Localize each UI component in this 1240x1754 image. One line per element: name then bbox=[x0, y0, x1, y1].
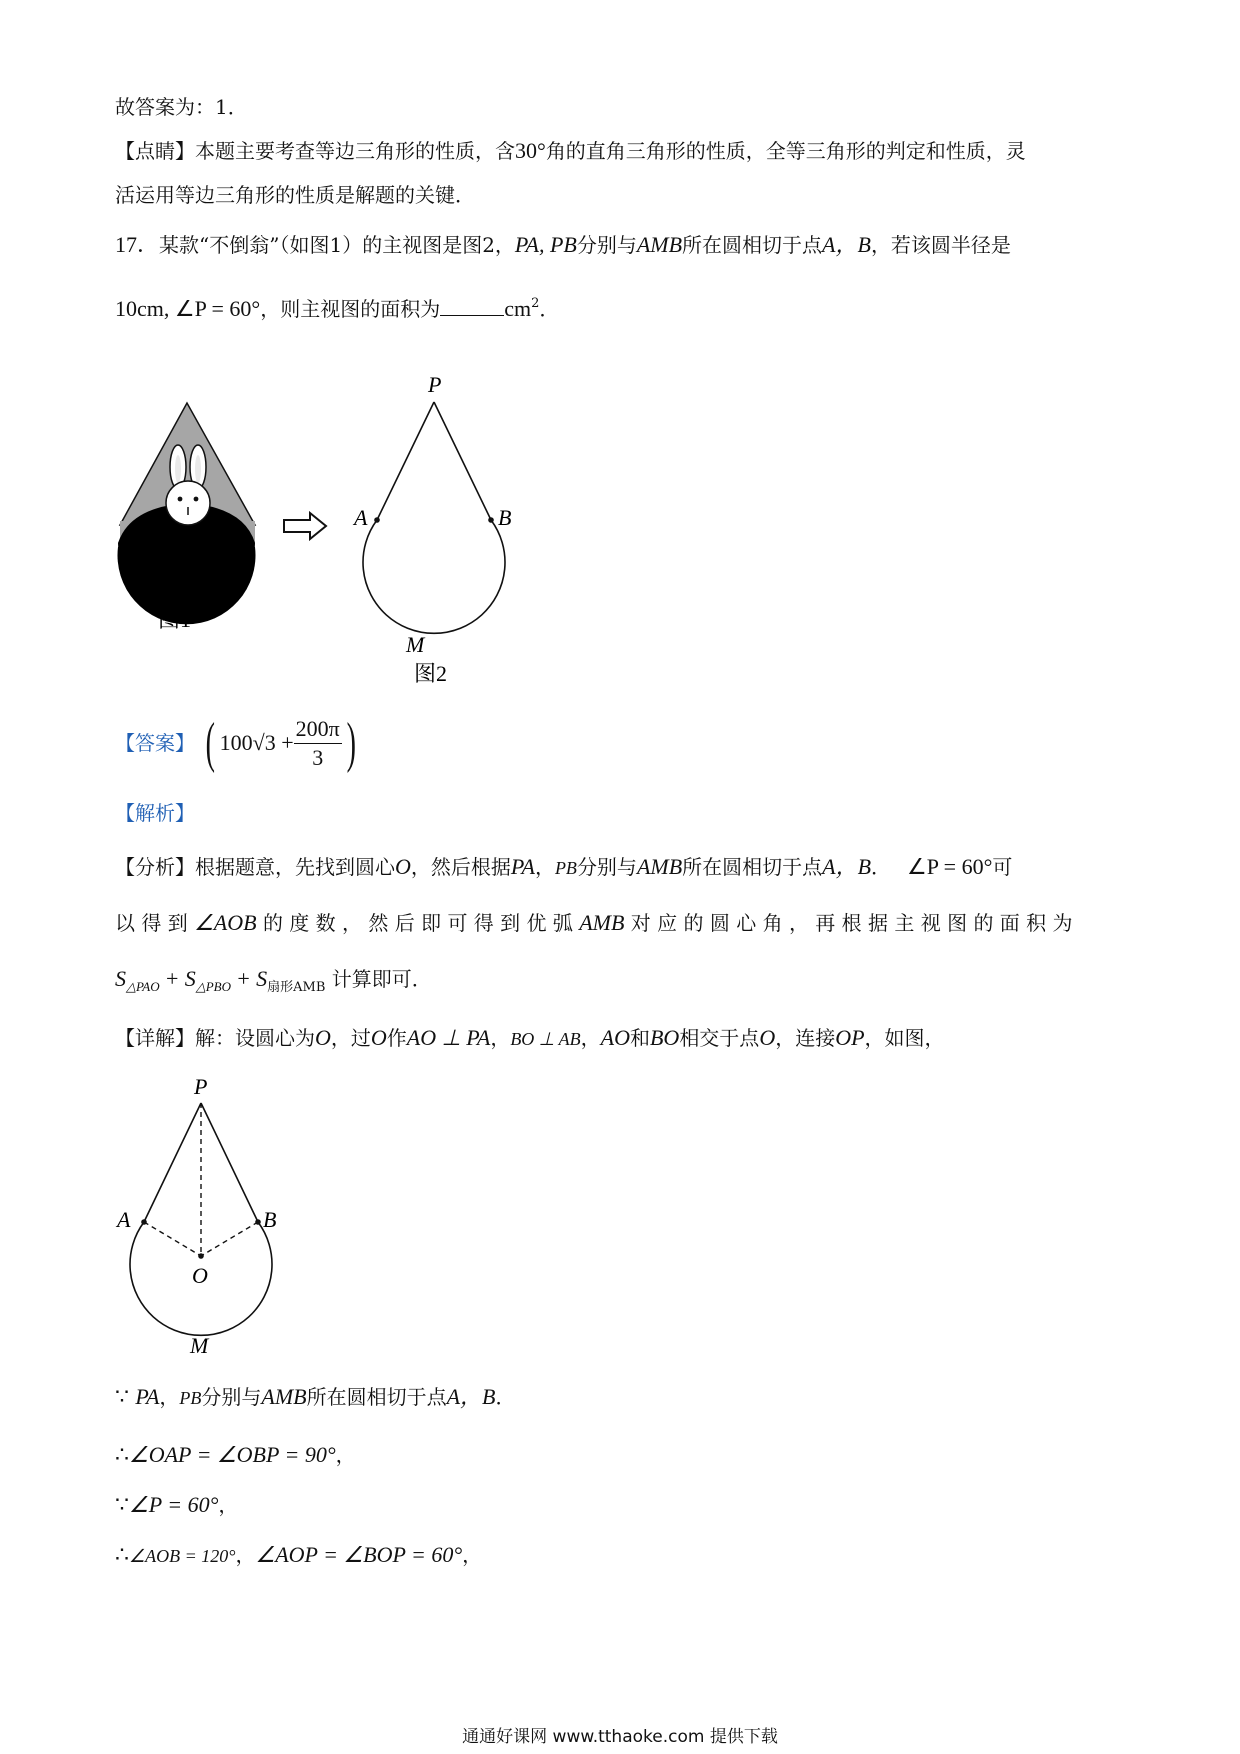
q17-text-5: ，则主视图的面积为 bbox=[260, 297, 441, 321]
step-text: ， bbox=[235, 1543, 256, 1567]
step-text: ， bbox=[218, 1493, 239, 1517]
q17-unit: cm bbox=[504, 296, 532, 321]
answer-line bbox=[115, 705, 360, 781]
area-term-3-sub: 扇形AMB bbox=[267, 980, 326, 995]
step-3 bbox=[115, 1491, 238, 1519]
q17-ab: A，B bbox=[822, 232, 871, 257]
step-text: ， bbox=[462, 1543, 483, 1567]
dianjing-text-a: 本题主要考查等边三角形的性质，含 bbox=[195, 139, 515, 163]
jiexi-tag: 【解析】 bbox=[115, 801, 195, 825]
q17-pa-pb: PA, PB bbox=[514, 232, 577, 257]
xiangjie-line bbox=[115, 1024, 945, 1053]
fraction-denominator: 3 bbox=[312, 744, 324, 770]
fig3-label-a: A bbox=[117, 1207, 131, 1232]
q17-end: ． bbox=[539, 297, 560, 321]
area-term-1: S bbox=[115, 966, 126, 991]
fenxi-aob: ∠AOB bbox=[194, 910, 257, 935]
q17-unit-exp: 2 bbox=[531, 296, 540, 311]
fenxi-text: 以 得 到 bbox=[115, 911, 188, 935]
step-2-math: ∠OAP = ∠OBP = 90° bbox=[129, 1442, 336, 1467]
fenxi-text: 分别与 bbox=[576, 855, 637, 879]
paren-close: ) bbox=[346, 712, 356, 774]
fenxi-angle: ∠P = 60° bbox=[907, 854, 993, 879]
step-1-ab: A，B bbox=[446, 1384, 496, 1409]
deg-30: 30° bbox=[515, 138, 546, 163]
fenxi-line-3 bbox=[115, 965, 432, 1002]
xiangjie-o: O bbox=[315, 1025, 331, 1050]
fenxi-amb-2: AMB bbox=[579, 910, 625, 935]
therefore-symbol: ∴ bbox=[115, 1542, 129, 1567]
area-term-1-sub: △PAO bbox=[126, 979, 160, 994]
question-17-line-2 bbox=[115, 290, 559, 323]
fenxi-pb: PB bbox=[554, 858, 577, 878]
answer-fraction bbox=[294, 715, 342, 772]
step-1-pa: PA bbox=[135, 1384, 160, 1409]
xiangjie-text: 作 bbox=[386, 1026, 407, 1050]
fenxi-text: ，然后根据 bbox=[410, 855, 511, 879]
xiangjie-text: ，连接 bbox=[775, 1026, 836, 1050]
paren-open: ( bbox=[205, 712, 215, 774]
answer-expr: 100√3 + bbox=[219, 730, 294, 755]
xiangjie-text: ，过 bbox=[330, 1026, 371, 1050]
fenxi-tag: 【分析】 bbox=[115, 855, 195, 879]
step-text: 所在圆相切于点 bbox=[306, 1385, 447, 1409]
step-1-amb: AMB bbox=[261, 1384, 307, 1409]
fenxi-text: 所在圆相切于点 bbox=[682, 855, 823, 879]
question-number: 17． bbox=[115, 232, 160, 257]
fraction-numerator: 200π bbox=[294, 715, 342, 744]
dianjing-line-1 bbox=[115, 137, 1026, 165]
fenxi-text: ， bbox=[534, 855, 555, 879]
fig2-label-b: B bbox=[498, 505, 512, 530]
xiangjie-o: O bbox=[370, 1025, 387, 1050]
fig2-label-a: A bbox=[354, 505, 368, 530]
xiangjie-tag: 【详解】 bbox=[115, 1026, 195, 1050]
dianjing-text-b: 角的直角三角形的性质，全等三角形的判定和性质，灵 bbox=[545, 139, 1026, 163]
xiangjie-perp-1: AO ⊥ PA bbox=[406, 1025, 491, 1050]
question-17-line-1 bbox=[115, 231, 1011, 259]
step-1-pb: PB bbox=[179, 1388, 202, 1408]
xiangjie-bo: BO bbox=[649, 1025, 680, 1050]
xiangjie-perp-2: BO ⊥ AB bbox=[510, 1029, 581, 1049]
step-text: 分别与 bbox=[201, 1385, 262, 1409]
q17-text-4: ，若该圆半径是 bbox=[870, 233, 1011, 257]
q17-text-2: 分别与 bbox=[576, 233, 637, 257]
fig2-label-m: M bbox=[406, 632, 425, 657]
xiangjie-op: OP bbox=[835, 1025, 865, 1050]
step-text: ， bbox=[335, 1443, 356, 1467]
xiangjie-text: ， bbox=[580, 1026, 601, 1050]
page-footer: 通通好课网 www.tthaoke.com 提供下载 bbox=[462, 1727, 778, 1747]
step-4-math-b: ∠AOP = ∠BOP = 60° bbox=[255, 1542, 463, 1567]
answer-tag: 【答案】 bbox=[115, 731, 195, 755]
xiangjie-text: ，如图， bbox=[864, 1026, 945, 1050]
fig2-label-p: P bbox=[428, 372, 442, 397]
fenxi-text: 的 度 数 ， 然 后 即 可 得 到 优 弧 bbox=[262, 911, 573, 935]
step-text: ， bbox=[159, 1385, 180, 1409]
figure-2-caption: 图2 bbox=[414, 661, 448, 686]
figure-2-diagram bbox=[340, 370, 540, 700]
because-symbol: ∵ bbox=[115, 1492, 129, 1517]
fenxi-pa: PA bbox=[510, 854, 535, 879]
figure-1-tumbler bbox=[110, 395, 270, 635]
plus-sign: + bbox=[237, 966, 250, 991]
figure-1-caption: 图1 bbox=[158, 607, 192, 632]
fenxi-o: O bbox=[395, 854, 411, 879]
area-term-2: S bbox=[184, 966, 196, 991]
q17-text-1: 某款“不倒翁”（如图1）的主视图是图2， bbox=[159, 233, 515, 257]
area-term-3: S bbox=[256, 966, 268, 991]
q17-amb: AMB bbox=[636, 232, 683, 257]
fig3-label-o: O bbox=[192, 1263, 208, 1288]
because-symbol: ∵ bbox=[115, 1384, 129, 1409]
answer-blank bbox=[440, 295, 504, 316]
step-4-math-a: ∠AOB = 120° bbox=[129, 1546, 236, 1566]
fenxi-amb: AMB bbox=[636, 854, 683, 879]
q17-text-3: 所在圆相切于点 bbox=[682, 233, 823, 257]
dianjing-line-2: 活运用等边三角形的性质是解题的关键． bbox=[115, 183, 475, 207]
step-2 bbox=[115, 1441, 356, 1469]
xiangjie-text: 解：设圆心为 bbox=[195, 1026, 315, 1050]
figure-3-diagram bbox=[100, 1075, 300, 1375]
fenxi-line-1 bbox=[115, 853, 1012, 882]
q17-given: 10cm, ∠P = 60° bbox=[115, 296, 261, 321]
fig3-label-m: M bbox=[190, 1333, 209, 1358]
dianjing-tag: 【点睛】 bbox=[115, 139, 195, 163]
plus-sign: + bbox=[165, 966, 179, 991]
fenxi-text: 计算即可． bbox=[331, 967, 432, 991]
prev-answer-line: 故答案为：1． bbox=[115, 95, 248, 119]
step-4 bbox=[115, 1541, 482, 1570]
fig3-label-b: B bbox=[263, 1207, 277, 1232]
xiangjie-text: 相交于点 bbox=[679, 1026, 760, 1050]
xiangjie-o: O bbox=[759, 1025, 776, 1050]
fenxi-ab: A，B bbox=[822, 854, 872, 879]
step-3-math: ∠P = 60° bbox=[129, 1492, 219, 1517]
step-text: ． bbox=[495, 1385, 516, 1409]
xiangjie-text: ， bbox=[490, 1026, 511, 1050]
fenxi-text: 对 应 的 圆 心 角 ， 再 根 据 主 视 图 的 面 积 为 bbox=[630, 911, 1073, 935]
fenxi-line-2 bbox=[115, 909, 1073, 937]
arrow-right-icon bbox=[282, 511, 330, 541]
therefore-symbol: ∴ bbox=[115, 1442, 129, 1467]
fenxi-text: 可 bbox=[992, 855, 1013, 879]
fig3-label-p: P bbox=[194, 1075, 208, 1099]
xiangjie-ao: AO bbox=[600, 1025, 630, 1050]
fenxi-text: ． bbox=[871, 855, 892, 879]
xiangjie-text: 和 bbox=[629, 1026, 650, 1050]
area-term-2-sub: △PBO bbox=[195, 979, 232, 994]
step-1 bbox=[115, 1383, 516, 1412]
fenxi-text: 根据题意，先找到圆心 bbox=[195, 855, 395, 879]
